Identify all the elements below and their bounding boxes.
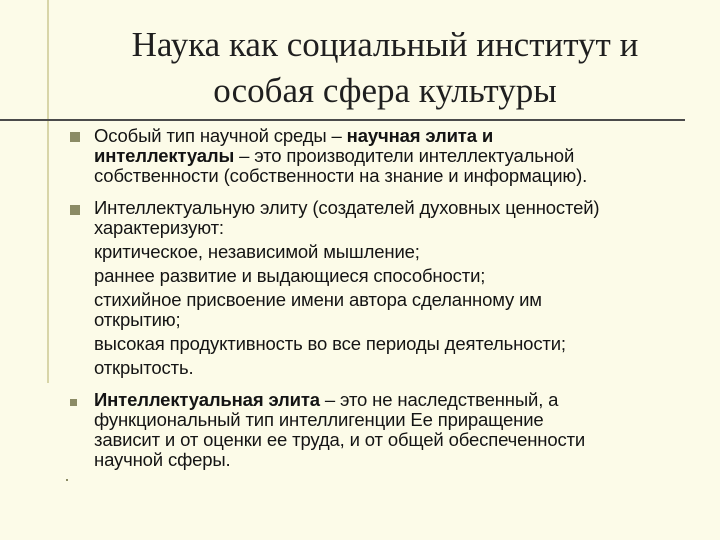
paragraph-1 [94,126,704,186]
paragraph-3 [94,390,704,470]
p2-list-item: стихийное присвоение имени автора сделанному им [94,289,542,310]
p2-list-item: высокая продуктивность во все периоды деятельности; [94,333,566,354]
p2-list-item: критическое, независимой мышление; [94,241,420,262]
p2-list-item: открытию; [94,309,181,330]
p1-text: – это производители интеллектуальной [234,145,575,166]
p3-bold: Интеллектуальная элита [94,389,320,410]
p3-text: научной сферы. [94,449,231,470]
empty-bullet-dot [66,479,68,481]
p1-bold: научная элита и [346,125,494,146]
p1-text: Особый тип научной среды – [94,125,347,146]
paragraph-2 [94,198,704,378]
p3-text: функциональный тип интеллигенции Ее приращение [94,409,544,430]
square-bullet-icon [70,132,80,142]
title-line-2: особая сфера культуры [213,71,557,110]
left-accent-line [47,0,49,383]
p2-list-item: открытость. [94,357,194,378]
p3-text: зависит и от оценки ее труда, и от общей обеспеченности [94,429,586,450]
square-bullet-icon [70,205,80,215]
p3-text: – это не наследственный, а [319,389,559,410]
p2-text: характеризуют: [94,217,224,238]
title-divider [0,119,685,121]
square-bullet-icon [70,399,77,406]
p1-text: собственности (собственности на знание и информацию). [94,165,588,186]
title-line-1: Наука как социальный институт и [131,25,639,64]
p2-text: Интеллектуальную элиту (создателей духовных ценностей) [94,197,600,218]
p2-list-item: раннее развитие и выдающиеся способности; [94,265,486,286]
slide-title [70,22,700,114]
p1-bold: интеллектуалы [94,145,235,166]
